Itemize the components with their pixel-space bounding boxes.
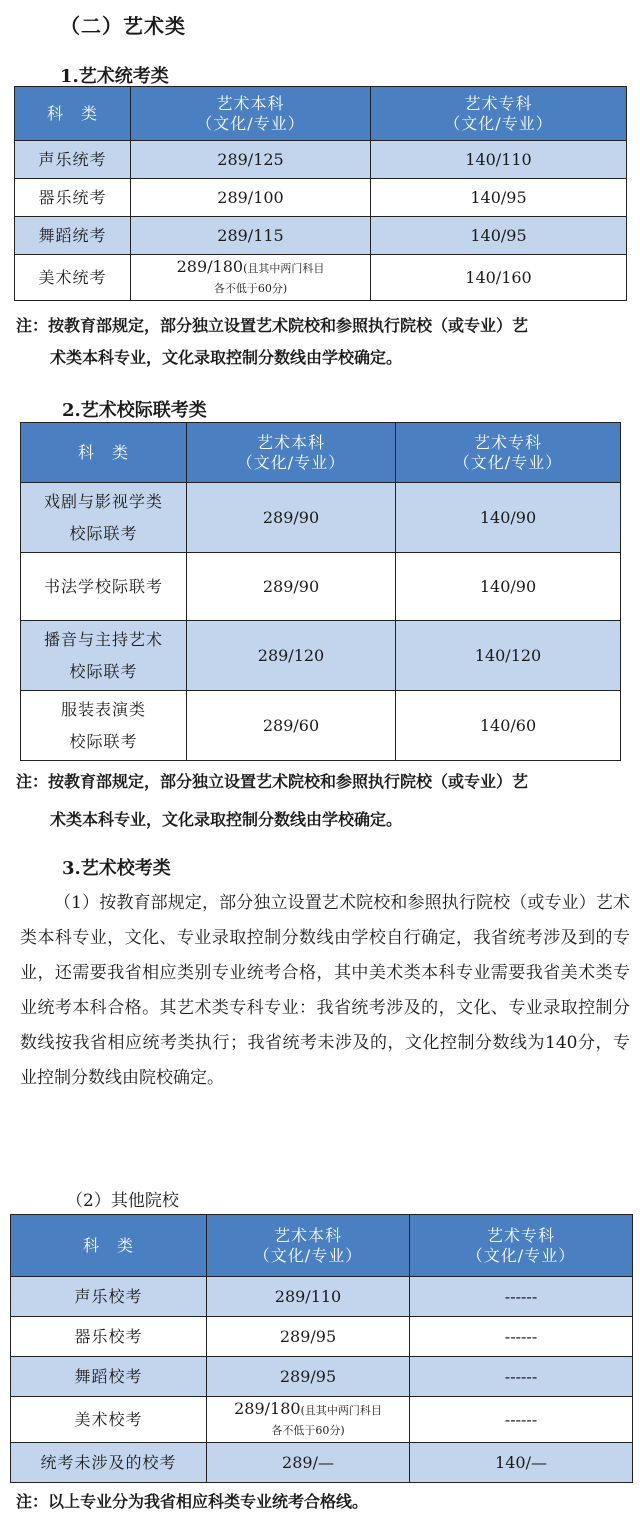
row-college: 140/95 <box>371 179 627 217</box>
row-bachelor: 289/— <box>207 1443 410 1483</box>
header-category: 科 类 <box>11 1215 207 1277</box>
table-row <box>11 1357 633 1397</box>
row-category: 美术统考 <box>15 255 131 301</box>
row-bachelor: 289/120 <box>187 621 396 691</box>
table-row <box>21 691 621 761</box>
table-row <box>21 553 621 621</box>
part3-paragraph: （1）按教育部规定，部分独立设置艺术院校和参照执行院校（或专业）艺术类本科专业，文化、专业录取控制分数线由学校自行确定，我省统考涉及到的专业，还需要我省相应类别专业统考合格，其中美术类本科专业需要我省美术类专业统考本科合格。其艺术类专科专业：我省统考涉及的，文化、专业录取控制分数线按我省相应统考类执行；我省统考未涉及的，文化控制分数线为140分，专业控制分数线由院校确定。 <box>20 893 630 1088</box>
part2-note-line1: 注：按教育部规定，部分独立设置艺术院校和参照执行院校（或专业）艺 <box>16 772 529 791</box>
row-category: 舞蹈校考 <box>11 1357 207 1397</box>
header-bachelor: 艺术本科 （文化/专业） <box>131 87 371 141</box>
row-bachelor-note2: 各不低于60分) <box>213 281 288 295</box>
row-college: 140/60 <box>396 691 621 761</box>
row-college: 140/— <box>410 1443 633 1483</box>
row-college: ------ <box>410 1277 633 1317</box>
row-category: 播音与主持艺术 校际联考 <box>21 621 187 691</box>
row-college: ------ <box>410 1357 633 1397</box>
header-college: 艺术专科 （文化/专业） <box>396 423 621 483</box>
table-row <box>21 483 621 553</box>
header-college: 艺术专科 （文化/专业） <box>371 87 627 141</box>
table-row <box>15 179 627 217</box>
art-unified-exam-table <box>14 86 627 301</box>
header-category: 科 类 <box>21 423 187 483</box>
row-bachelor: 289/90 <box>187 553 396 621</box>
part1-title: 1.艺术统考类 <box>60 66 169 87</box>
row-category: 舞蹈统考 <box>15 217 131 255</box>
row-bachelor-score: 289/180 <box>176 256 244 276</box>
row-category: 戏剧与影视学类 校际联考 <box>21 483 187 553</box>
table-row <box>11 1317 633 1357</box>
other-schools-table <box>10 1214 633 1483</box>
row-category: 器乐统考 <box>15 179 131 217</box>
table-row <box>11 1397 633 1443</box>
table-row <box>15 141 627 179</box>
row-bachelor-score: 289/180 <box>234 1398 301 1418</box>
section-title: （二）艺术类 <box>60 14 186 38</box>
part2-title: 2.艺术校际联考类 <box>62 400 207 421</box>
row-bachelor <box>207 1397 410 1443</box>
row-category: 书法学校际联考 <box>21 553 187 621</box>
table-row <box>21 621 621 691</box>
part3-subtitle: （2）其他院校 <box>66 1191 179 1211</box>
row-bachelor-note2: 各不低于60分) <box>271 1423 345 1437</box>
row-college: 140/90 <box>396 553 621 621</box>
row-college: 140/90 <box>396 483 621 553</box>
table-row <box>15 255 627 301</box>
header-bachelor: 艺术本科 （文化/专业） <box>207 1215 410 1277</box>
row-category: 声乐校考 <box>11 1277 207 1317</box>
row-college: 140/110 <box>371 141 627 179</box>
row-bachelor: 289/125 <box>131 141 371 179</box>
row-college: ------ <box>410 1317 633 1357</box>
header-category: 科 类 <box>15 87 131 141</box>
row-bachelor: 289/95 <box>207 1357 410 1397</box>
row-bachelor-note: (且其中两门科目 <box>243 261 325 275</box>
row-category: 器乐校考 <box>11 1317 207 1357</box>
row-bachelor: 289/100 <box>131 179 371 217</box>
row-category: 声乐统考 <box>15 141 131 179</box>
part3-note: 注：以上专业分为我省相应科类专业统考合格线。 <box>16 1492 369 1511</box>
part1-note-line2: 术类本科专业，文化录取控制分数线由学校确定。 <box>50 348 403 367</box>
row-bachelor: 289/95 <box>207 1317 410 1357</box>
part3-title: 3.艺术校考类 <box>62 858 171 879</box>
row-college: 140/160 <box>371 255 627 301</box>
row-college: 140/95 <box>371 217 627 255</box>
row-category: 美术校考 <box>11 1397 207 1443</box>
art-joint-exam-table <box>20 422 621 761</box>
header-bachelor: 艺术本科 （文化/专业） <box>187 423 396 483</box>
row-college: 140/120 <box>396 621 621 691</box>
row-bachelor: 289/60 <box>187 691 396 761</box>
row-bachelor <box>131 255 371 301</box>
part2-note-line2: 术类本科专业，文化录取控制分数线由学校确定。 <box>50 810 403 829</box>
table-row <box>11 1443 633 1483</box>
row-college: ------ <box>410 1397 633 1443</box>
header-college: 艺术专科 （文化/专业） <box>410 1215 633 1277</box>
row-bachelor: 289/90 <box>187 483 396 553</box>
row-bachelor: 289/115 <box>131 217 371 255</box>
part1-note-line1: 注：按教育部规定，部分独立设置艺术院校和参照执行院校（或专业）艺 <box>16 316 529 335</box>
row-bachelor-note: (且其中两门科目 <box>300 1403 382 1417</box>
row-category: 统考未涉及的校考 <box>11 1443 207 1483</box>
row-category: 服装表演类 校际联考 <box>21 691 187 761</box>
table-row <box>15 217 627 255</box>
row-bachelor: 289/110 <box>207 1277 410 1317</box>
table-row <box>11 1277 633 1317</box>
